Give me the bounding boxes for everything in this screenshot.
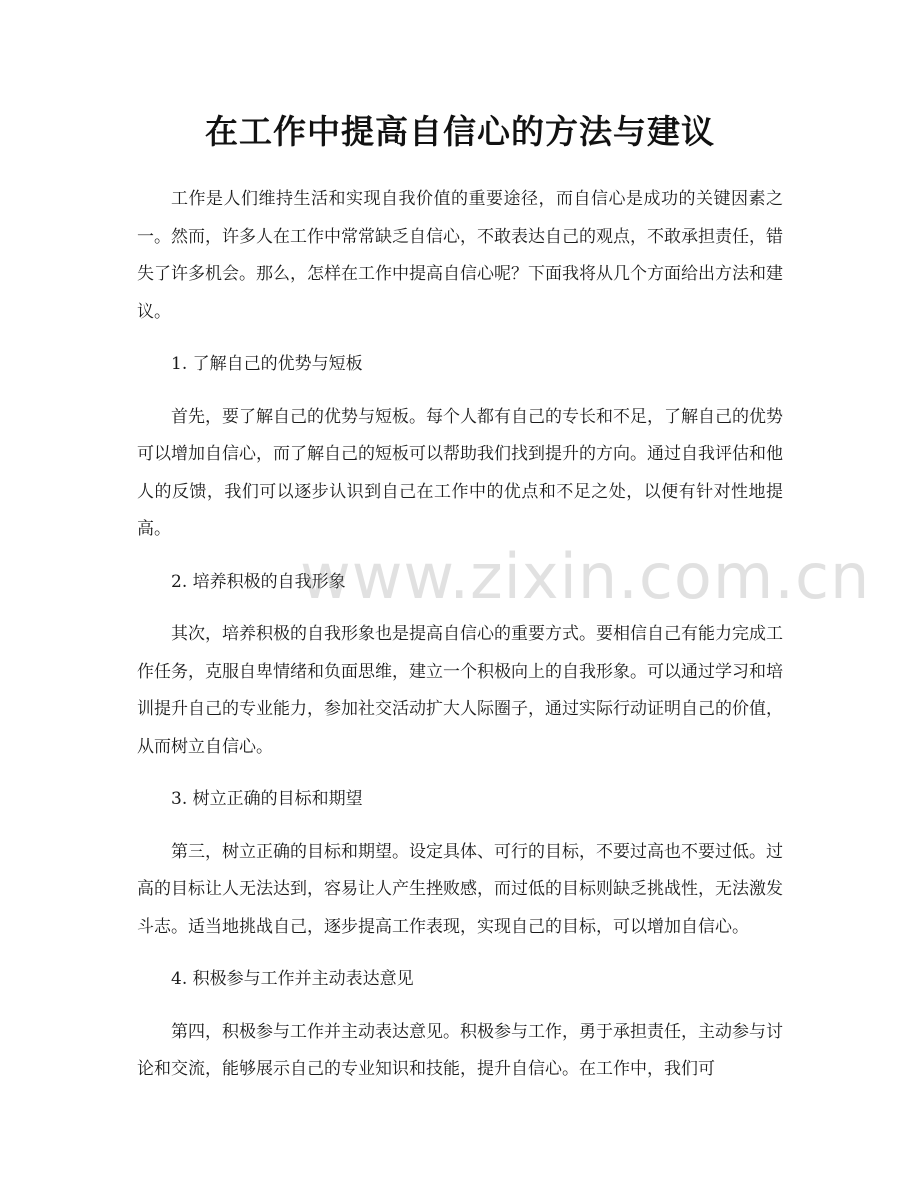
- section-1-body: 首先，要了解自己的优势与短板。每个人都有自己的专长和不足，了解自己的优势可以增加自信心，而了解自己的短板可以帮助我们找到提升的方向。通过自我评估和他人的反馈，我们可以逐步认识到自己在工作中的优点和不足之处，以便有针对性地提高。: [137, 406, 783, 539]
- section-4-heading: 4. 积极参与工作并主动表达意见: [171, 969, 414, 989]
- section-4-body: 第四，积极参与工作并主动表达意见。积极参与工作，勇于承担责任，主动参与讨论和交流，能够展示自己的专业知识和技能，提升自信心。在工作中，我们可: [137, 1021, 783, 1079]
- section-1-heading: 1. 了解自己的优势与短板: [171, 354, 363, 374]
- intro-paragraph: 工作是人们维持生活和实现自我价值的重要途径，而自信心是成功的关键因素之一。然而，许多人在工作中常常缺乏自信心，不敢表达自己的观点，不敢承担责任，错失了许多机会。那么，怎样在工作中提高自信心呢？下面我将从几个方面给出方法和建议。: [137, 189, 783, 322]
- document-body: [137, 181, 783, 1089]
- section-2-body: 其次，培养积极的自我形象也是提高自信心的重要方式。要相信自己有能力完成工作任务，克服自卑情绪和负面思维，建立一个积极向上的自我形象。可以通过学习和培训提升自己的专业能力，参加社交活动扩大人际圈子，通过实际行动证明自己的价值，从而树立自信心。: [137, 624, 783, 757]
- section-3-heading: 3. 树立正确的目标和期望: [171, 789, 363, 809]
- section-3-body: 第三，树立正确的目标和期望。设定具体、可行的目标，不要过高也不要过低。过高的目标让人无法达到，容易让人产生挫败感，而过低的目标则缺乏挑战性，无法激发斗志。适当地挑战自己，逐步提高工作表现，实现自己的目标，可以增加自信心。: [137, 841, 783, 937]
- section-2-heading: 2. 培养积极的自我形象: [171, 571, 346, 592]
- page-title: 在工作中提高自信心的方法与建议: [205, 112, 715, 151]
- watermark: www.zixin.com.cn: [300, 540, 871, 613]
